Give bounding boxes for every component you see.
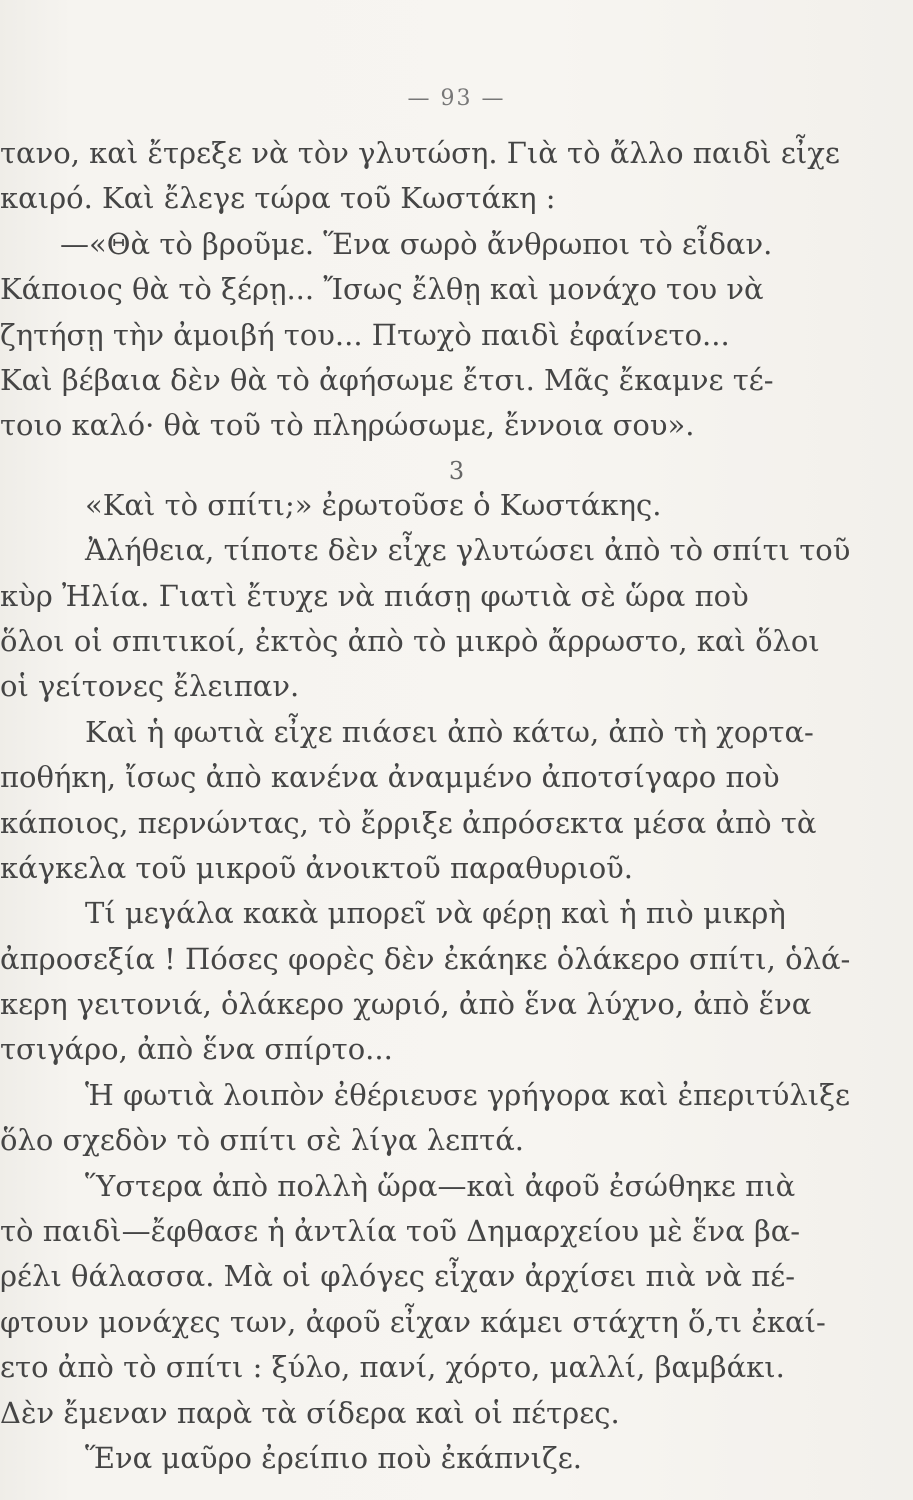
text-line-2: καιρό. Καὶ ἔλεγε τώρα τοῦ Κωστάκη : [0,181,556,215]
text-line-17: Τί μεγάλα κακὰ μπορεῖ νὰ φέρῃ καὶ ἡ πιὸ μικρὴ [85,896,786,930]
text-line-10: κὺρ Ἠλία. Γιατὶ ἔτυχε νὰ πιάσῃ φωτιὰ σὲ ὥρα ποὺ [0,579,749,613]
text-line-21: Ἡ φωτιὰ λοιπὸν ἐθέριευσε γρήγορα καὶ ἐπεριτύλιξε [85,1078,851,1112]
text-line-28: Δὲν ἔμεναν παρὰ τὰ σίδερα καὶ οἱ πέτρες. [0,1396,620,1430]
text-line-5: ζητήσῃ τὴν ἀμοιβή του... Πτωχὸ παιδὶ ἐφαίνετο... [0,318,730,352]
text-line-15: κάποιος, περνώντας, τὸ ἔρριξε ἀπρόσεκτα μέσα ἀπὸ τὰ [0,806,817,840]
text-line-23: Ὕστερα ἀπὸ πολλὴ ὥρα—καὶ ἀφοῦ ἐσώθηκε πιὰ [85,1169,796,1203]
text-line-12: οἱ γείτονες ἔλειπαν. [0,669,300,703]
text-line-6: Καὶ βέβαια δὲν θὰ τὸ ἀφήσωμε ἔτσι. Μᾶς ἔκαμνε τέ- [0,363,774,397]
text-line-3: —«Θὰ τὸ βροῦμε. Ἕνα σωρὸ ἄνθρωποι τὸ εἶδαν. [60,227,773,261]
text-line-8: «Καὶ τὸ σπίτι;» ἐρωτοῦσε ὁ Κωστάκης. [85,488,662,522]
text-line-25: ρέλι θάλασσα. Μὰ οἱ φλόγες εἶχαν ἀρχίσει πιὰ νὰ πέ- [0,1259,796,1293]
text-line-18: ἀπροσεξία ! Πόσες φορὲς δὲν ἐκάηκε ὁλάκερο σπίτι, ὁλά- [0,942,851,976]
page-number: — 93 — [407,86,506,111]
text-line-1: τανο, καὶ ἔτρεξε νὰ τὸν γλυτώση. Γιὰ τὸ ἄλλο παιδὶ εἶχε [0,136,840,170]
text-line-22: ὅλο σχεδὸν τὸ σπίτι σὲ λίγα λεπτά. [0,1123,525,1157]
text-line-19: κερη γειτονιά, ὁλάκερο χωριό, ἀπὸ ἕνα λύχνο, ἀπὸ ἕνα [0,987,812,1021]
section-number: 3 [448,457,465,485]
text-line-7: τοιο καλό· θὰ τοῦ τὸ πληρώσωμε, ἔννοια σου». [0,408,695,442]
text-line-24: τὸ παιδὶ—ἔφθασε ἡ ἀντλία τοῦ Δημαρχείου μὲ ἕνα βα- [0,1214,801,1248]
text-line-29: Ἕνα μαῦρο ἐρείπιο ποὺ ἐκάπνιζε. [85,1441,582,1475]
text-line-13: Καὶ ἡ φωτιὰ εἶχε πιάσει ἀπὸ κάτω, ἀπὸ τὴ χορτα- [85,715,814,749]
text-line-11: ὅλοι οἱ σπιτικοί, ἐκτὸς ἀπὸ τὸ μικρὸ ἄρρωστο, καὶ ὅλοι [0,624,820,658]
text-line-26: φτουν μονάχες των, ἀφοῦ εἶχαν κάμει στάχτη ὅ,τι ἐκαί- [0,1305,826,1339]
text-line-16: κάγκελα τοῦ μικροῦ ἀνοικτοῦ παραθυριοῦ. [0,851,634,885]
text-line-27: ετο ἀπὸ τὸ σπίτι : ξύλο, πανί, χόρτο, μαλλί, βαμβάκι. [0,1350,785,1384]
text-line-14: ποθήκη, ἴσως ἀπὸ κανένα ἀναμμένο ἀποτσίγαρο ποὺ [0,760,780,794]
text-line-4: Κάποιος θὰ τὸ ξέρῃ... Ἴσως ἔλθῃ καὶ μονάχο του νὰ [0,272,764,306]
text-line-20: τσιγάρο, ἀπὸ ἕνα σπίρτο... [0,1032,393,1066]
text-line-9: Ἀλήθεια, τίποτε δὲν εἶχε γλυτώσει ἀπὸ τὸ σπίτι τοῦ [85,533,851,567]
